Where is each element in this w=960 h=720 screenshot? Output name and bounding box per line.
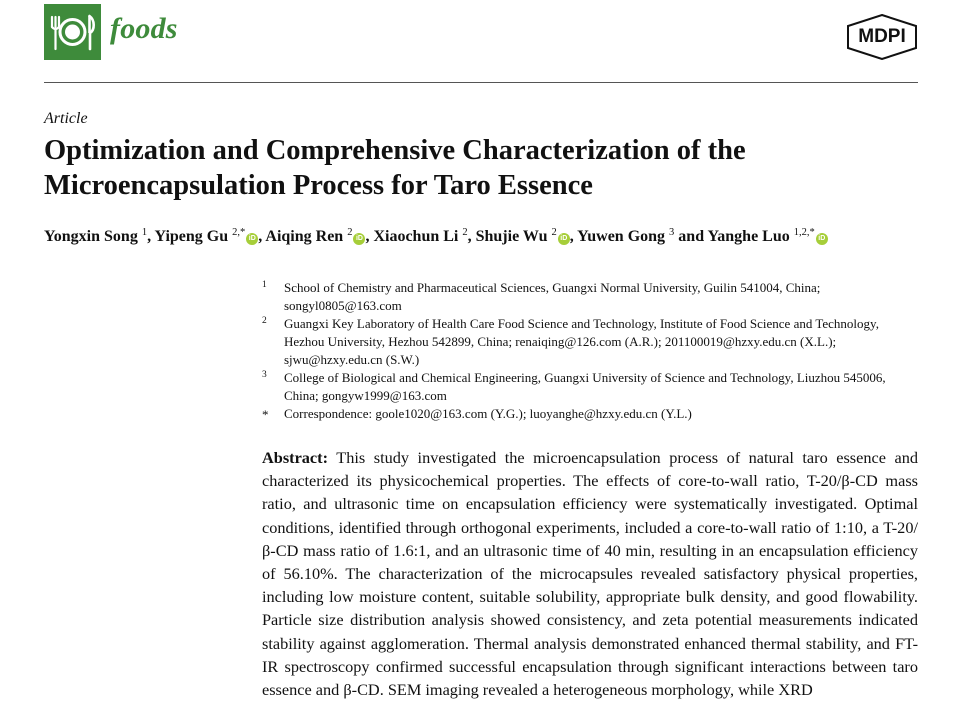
- author-affiliation-mark: 1,2,*: [793, 227, 815, 238]
- affiliation-mark: 1: [262, 280, 267, 290]
- article-title: Optimization and Comprehensive Characterization of the Microencapsulation Process for Taro Essence: [44, 135, 746, 201]
- affiliation-text: College of Biological and Chemical Engineering, Guangxi University of Science and Technology, Liuzhou 545006, China; gongyw1999@163.com: [284, 370, 886, 403]
- journal-logo[interactable]: [44, 4, 101, 60]
- affiliation-item: [262, 405, 922, 423]
- orcid-icon[interactable]: iD: [246, 233, 258, 245]
- plate-cutlery-icon: [44, 4, 101, 60]
- orcid-icon[interactable]: iD: [558, 233, 570, 245]
- author-separator: ,: [147, 228, 155, 245]
- affiliation-item: [262, 279, 922, 315]
- publisher-logo[interactable]: [846, 14, 918, 60]
- author-separator: ,: [258, 228, 266, 245]
- affiliation-item: [262, 369, 922, 405]
- author-affiliation-mark: 3: [669, 227, 675, 238]
- affiliation-text: School of Chemistry and Pharmaceutical Sciences, Guangxi Normal University, Guilin 541004, China; songyl0805@163.com: [284, 280, 821, 313]
- author-affiliation-mark: 1: [141, 227, 148, 238]
- affiliations-list: [262, 279, 922, 423]
- author-affiliation-mark: 2: [347, 227, 353, 238]
- author-name: Yuwen Gong: [577, 228, 666, 245]
- affiliation-mark: 3: [262, 370, 267, 380]
- author-name: Yongxin Song: [44, 228, 138, 245]
- article-type: Article: [44, 110, 88, 127]
- author-separator: ,: [569, 228, 578, 245]
- journal-header: [44, 4, 918, 82]
- author-affiliation-mark: 2: [462, 227, 468, 238]
- author-name: Xiaochun Li: [373, 228, 459, 245]
- author-and: and: [674, 228, 708, 245]
- publisher-name: MDPI: [858, 26, 906, 47]
- affiliation-text: Guangxi Key Laboratory of Health Care Food Science and Technology, Institute of Food Science and Technology, Hezhou University, Hezhou 542899, China; renaiqing@126.com (A.R.); 201100019@hzxy.edu.cn (X.L.); sjwu@hzxy.edu.cn (S.W.): [284, 316, 879, 367]
- author-separator: ,: [365, 228, 374, 245]
- author-affiliation-mark: 2,*: [232, 227, 246, 238]
- abstract-label: Abstract:: [262, 448, 329, 467]
- affiliation-mark: 2: [262, 316, 267, 326]
- header-divider: [44, 82, 918, 83]
- author-affiliation-mark: 2: [551, 227, 557, 238]
- orcid-icon[interactable]: iD: [816, 233, 828, 245]
- journal-name[interactable]: foods: [110, 12, 178, 45]
- author-name: Yipeng Gu: [154, 228, 229, 245]
- abstract-text: This study investigated the microencapsulation process of natural taro essence and characterized its physicochemical properties. The effects of core-to-wall ratio, T-20/β-CD mass ratio, and ultrasonic time on encapsulation efficiency were systematically investigated. Optimal conditions, identified through orthogonal experiments, included a core-to-wall ratio of 1:10, a T-20/β-CD mass ratio of 1.6:1, and an ultrasonic time of 40 min, resulting in an encapsulation efficiency of 56.10%. The characterization of the microcapsules revealed satisfactory physical properties, including low moisture content, suitable solubility, appropriate bulk density, and good flowability. Particle size distribution analysis showed consistency, and zeta potential measurements indicated stability against agglomeration. Thermal analysis demonstrated enhanced thermal stability, and FT-IR spectroscopy confirmed successful encapsulation through significant interactions between taro essence and β-CD. SEM imaging revealed a heterogeneous morphology, while XRD: [262, 448, 918, 700]
- author-name: Aiqing Ren: [265, 228, 344, 245]
- author-name: Shujie Wu: [475, 228, 548, 245]
- abstract: [262, 446, 918, 701]
- affiliation-item: [262, 315, 922, 369]
- orcid-icon[interactable]: iD: [353, 233, 365, 245]
- affiliation-mark: *: [262, 407, 269, 422]
- author-list: [44, 223, 924, 247]
- author-name: Yanghe Luo: [707, 228, 790, 245]
- affiliation-text: Correspondence: goole1020@163.com (Y.G.); luoyanghe@hzxy.edu.cn (Y.L.): [284, 406, 692, 421]
- author-separator: ,: [467, 228, 476, 245]
